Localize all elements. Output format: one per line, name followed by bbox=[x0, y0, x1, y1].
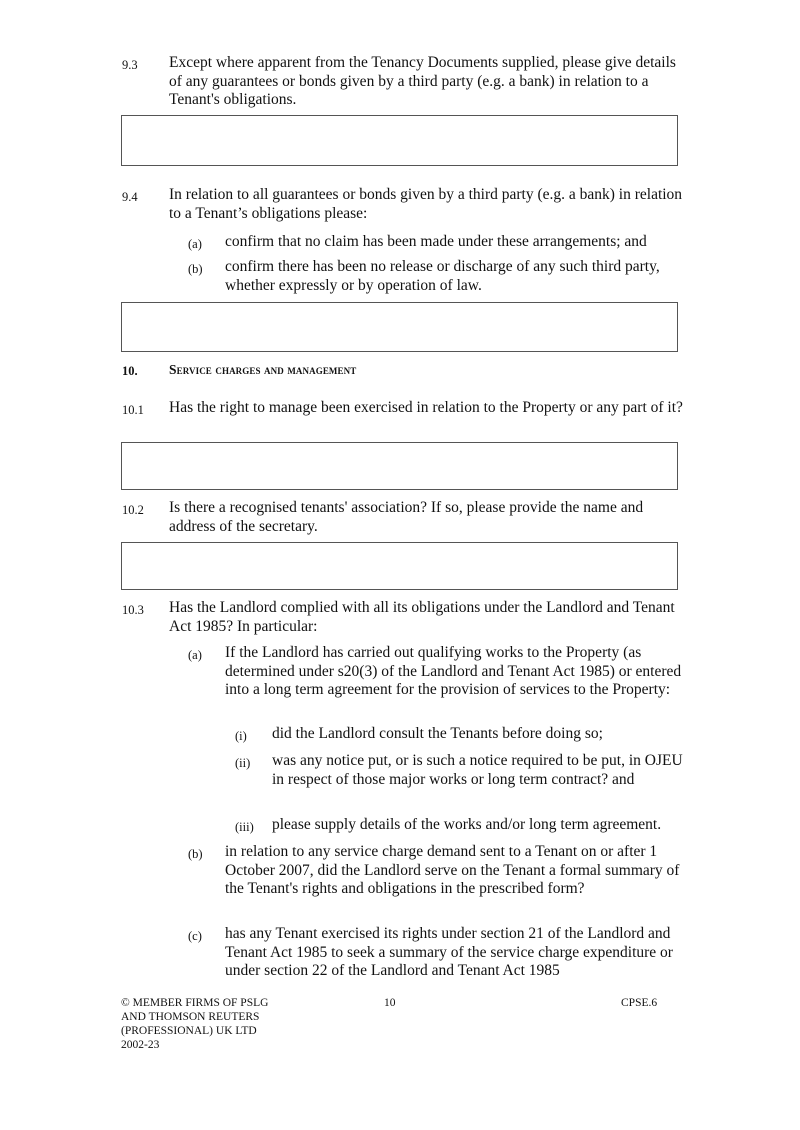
section-heading: Service charges and management bbox=[169, 362, 357, 377]
clause-text: Has the Landlord complied with all its obligations under the Landlord and Tenant Act 1985? In particular: bbox=[169, 599, 675, 635]
sub-label: (b) bbox=[188, 262, 203, 276]
sub-label: (a) bbox=[188, 237, 202, 251]
section-number: 10. bbox=[122, 364, 138, 378]
sub-text: in relation to any service charge demand sent to a Tenant on or after 1 October 2007, did the Landlord serve on the Tenant a formal summary of the Tenant's rights and obligations in the prescribed form? bbox=[225, 843, 680, 898]
sub-sub-label: (iii) bbox=[235, 820, 254, 834]
footer-copyright bbox=[121, 996, 268, 1052]
sub-text: confirm that no claim has been made under these arrangements; and bbox=[225, 233, 647, 250]
footer-line: © MEMBER FIRMS OF PSLG bbox=[121, 997, 269, 1009]
clause-text: Except where apparent from the Tenancy Documents supplied, please give details of any guarantees or bonds given by a third party (e.g. a bank) in relation to a Tenant's obligations. bbox=[169, 54, 676, 109]
document-code: CPSE.6 bbox=[621, 997, 658, 1009]
clause-number: 10.3 bbox=[122, 603, 144, 617]
clause-number: 9.3 bbox=[122, 58, 138, 72]
sub-sub-label: (i) bbox=[235, 729, 247, 743]
sub-text: confirm there has been no release or discharge of any such third party, whether expressly or by operation of law. bbox=[225, 258, 660, 294]
sub-label: (b) bbox=[188, 847, 203, 861]
sub-sub-label: (ii) bbox=[235, 756, 251, 770]
answer-box-10-2[interactable] bbox=[121, 542, 678, 590]
page-number: 10 bbox=[384, 997, 396, 1009]
sub-sub-text: did the Landlord consult the Tenants before doing so; bbox=[272, 725, 603, 742]
footer-line: (PROFESSIONAL) UK LTD bbox=[121, 1025, 257, 1037]
clause-text: Has the right to manage been exercised in relation to the Property or any part of it? bbox=[169, 399, 683, 416]
sub-label: (a) bbox=[188, 648, 202, 662]
clause-number: 9.4 bbox=[122, 190, 138, 204]
sub-sub-text: please supply details of the works and/or long term agreement. bbox=[272, 816, 662, 833]
clause-number: 10.2 bbox=[122, 503, 144, 517]
footer-line: 2002-23 bbox=[121, 1039, 160, 1051]
sub-text: has any Tenant exercised its rights under section 21 of the Landlord and Tenant Act 1985 to seek a summary of the service charge expenditure or under section 22 of the Landlord and Tenant Act 1985 bbox=[225, 925, 673, 980]
sub-label: (c) bbox=[188, 929, 202, 943]
sub-sub-text: was any notice put, or is such a notice required to be put, in OJEU in respect of those major works or long term contract? and bbox=[272, 752, 683, 788]
sub-text: If the Landlord has carried out qualifying works to the Property (as determined under s20(3) of the Landlord and Tenant Act 1985) or entered into a long term agreement for the provision of services to the Property: bbox=[225, 644, 682, 699]
answer-box-9-4[interactable] bbox=[121, 302, 678, 352]
clause-text: In relation to all guarantees or bonds given by a third party (e.g. a bank) in relation to a Tenant’s obligations please: bbox=[169, 186, 683, 222]
clause-text: Is there a recognised tenants' association? If so, please provide the name and address of the secretary. bbox=[169, 499, 644, 535]
answer-box-9-3[interactable] bbox=[121, 115, 678, 166]
footer-line: AND THOMSON REUTERS bbox=[121, 1011, 260, 1023]
answer-box-10-1[interactable] bbox=[121, 442, 678, 490]
clause-number: 10.1 bbox=[122, 403, 144, 417]
